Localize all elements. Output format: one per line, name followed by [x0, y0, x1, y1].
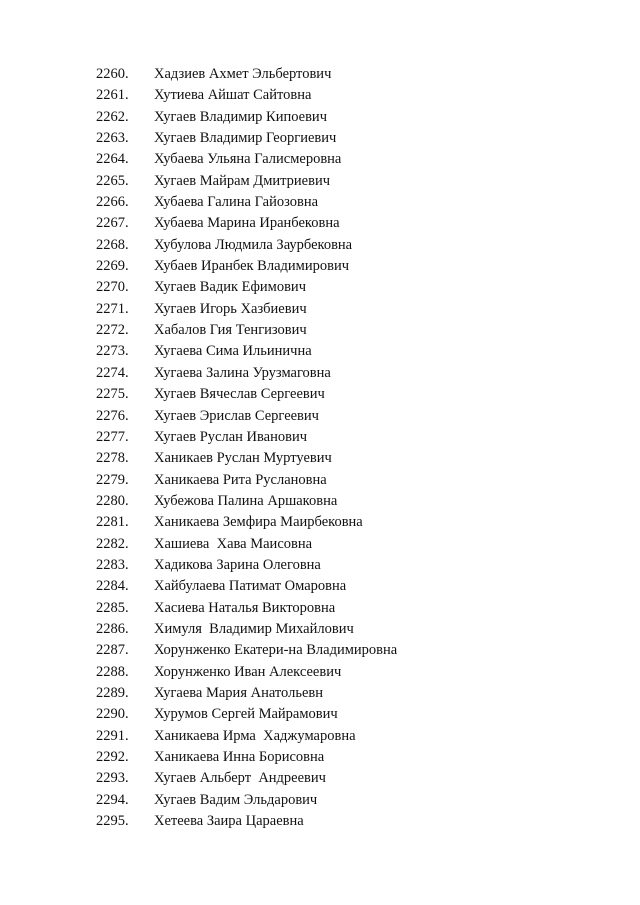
list-item — [96, 299, 397, 320]
list-item — [96, 192, 397, 213]
list-item — [96, 64, 397, 85]
list-item — [96, 149, 397, 170]
entry-number: 2290. — [96, 706, 129, 723]
list-item — [96, 512, 397, 533]
person-name: Ханикаева Земфира Маирбековна — [154, 514, 363, 531]
list-item — [96, 213, 397, 234]
entry-number: 2280. — [96, 492, 129, 509]
list-item — [96, 363, 397, 384]
entry-number: 2274. — [96, 364, 129, 381]
entry-number: 2289. — [96, 684, 129, 701]
list-item — [96, 555, 397, 576]
entry-number: 2292. — [96, 749, 129, 765]
person-name: Хубулова Людмила Заурбековна — [154, 236, 353, 253]
list-item — [96, 235, 397, 256]
entry-number: 2282. — [96, 535, 129, 552]
person-name: Хурумов Сергей Майрамович — [154, 706, 338, 723]
person-name: Хорунженко Иван Алексеевич — [154, 663, 342, 680]
entry-number: 2270. — [96, 279, 129, 296]
list-item — [96, 470, 397, 491]
list-item — [96, 704, 397, 725]
list-item — [96, 790, 397, 811]
list-item — [96, 491, 397, 512]
list-item — [96, 384, 397, 405]
entry-number: 2271. — [96, 300, 129, 317]
list-item — [96, 171, 397, 192]
person-name: Хугаев Руслан Иванович — [154, 428, 308, 445]
person-name: Хайбулаева Патимат Омаровна — [154, 578, 347, 595]
person-name: Химуля Владимир Михайлович — [154, 620, 354, 637]
list-item — [96, 598, 397, 619]
numbered-name-list — [96, 64, 397, 832]
list-item — [96, 277, 397, 298]
person-name: Ханикаева Инна Борисовна — [154, 749, 325, 765]
entry-number: 2281. — [96, 514, 129, 531]
person-name: Хугаев Владимир Кипоевич — [154, 108, 327, 125]
person-name: Хабалов Гия Тенгизович — [154, 322, 307, 339]
person-name: Хугаева Мария Анатольевн — [154, 684, 324, 701]
person-name: Хетеева Заира Цараевна — [154, 813, 304, 830]
person-name: Хубежова Палина Аршаковна — [154, 492, 338, 509]
person-name: Хубаева Ульяна Галисмеровна — [154, 151, 342, 168]
person-name: Хашиева Хава Маисовна — [154, 535, 313, 552]
entry-number: 2269. — [96, 258, 129, 275]
list-item — [96, 640, 397, 661]
person-name: Хугаев Владимир Георгиевич — [154, 130, 337, 147]
person-name: Хугаев Игорь Хазбиевич — [154, 300, 307, 317]
entry-number: 2267. — [96, 215, 129, 232]
list-item — [96, 662, 397, 683]
entry-number: 2295. — [96, 813, 129, 830]
entry-number: 2277. — [96, 428, 129, 445]
person-name: Ханикаева Ирма Хаджумаровна — [154, 727, 356, 744]
entry-number: 2260. — [96, 66, 129, 82]
entry-number: 2283. — [96, 556, 129, 573]
list-item — [96, 683, 397, 704]
person-name: Хугаев Эрислав Сергеевич — [154, 407, 319, 424]
list-item — [96, 576, 397, 597]
entry-number: 2276. — [96, 407, 129, 424]
entry-number: 2264. — [96, 151, 129, 168]
entry-number: 2294. — [96, 791, 129, 808]
list-item — [96, 619, 397, 640]
person-name: Ханикаев Руслан Муртуевич — [154, 450, 332, 467]
person-name: Хугаев Альберт Андреевич — [154, 770, 326, 787]
person-name: Хугаев Майрам Дмитриевич — [154, 172, 330, 189]
entry-number: 2279. — [96, 471, 129, 488]
list-item — [96, 768, 397, 789]
person-name: Хасиева Наталья Викторовна — [154, 599, 336, 616]
person-name: Хорунженко Екатери-на Владимировна — [154, 642, 398, 659]
person-name: Хутиева Айшат Сайтовна — [154, 87, 312, 104]
entry-number: 2266. — [96, 194, 129, 211]
person-name: Хугаев Вадик Ефимович — [154, 279, 306, 296]
entry-number: 2284. — [96, 578, 129, 595]
person-name: Хубаева Марина Иранбековна — [154, 215, 340, 232]
list-item — [96, 534, 397, 555]
person-name: Хубаев Иранбек Владимирович — [154, 258, 349, 275]
entry-number: 2293. — [96, 770, 129, 787]
person-name: Ханикаева Рита Руслановна — [154, 471, 327, 488]
entry-number: 2273. — [96, 343, 129, 360]
list-item — [96, 107, 397, 128]
list-item — [96, 85, 397, 106]
entry-number: 2272. — [96, 322, 129, 339]
entry-number: 2291. — [96, 727, 129, 744]
person-name: Хугаева Залина Урузмаговна — [154, 364, 331, 381]
entry-number: 2265. — [96, 172, 129, 189]
list-item — [96, 747, 397, 768]
list-item — [96, 256, 397, 277]
entry-number: 2288. — [96, 663, 129, 680]
entry-number: 2263. — [96, 130, 129, 147]
list-item — [96, 427, 397, 448]
person-name: Хугаева Сима Ильинична — [154, 343, 312, 360]
list-item — [96, 726, 397, 747]
person-name: Хадзиев Ахмет Эльбертович — [154, 66, 332, 82]
entry-number: 2285. — [96, 599, 129, 616]
person-name: Хугаев Вадим Эльдарович — [154, 791, 318, 808]
list-item — [96, 406, 397, 427]
entry-number: 2275. — [96, 386, 129, 403]
list-item — [96, 128, 397, 149]
person-name: Хадикова Зарина Олеговна — [154, 556, 321, 573]
list-item — [96, 811, 397, 832]
entry-number: 2278. — [96, 450, 129, 467]
person-name: Хугаев Вячеслав Сергеевич — [154, 386, 325, 403]
entry-number: 2286. — [96, 620, 129, 637]
list-item — [96, 320, 397, 341]
list-item — [96, 448, 397, 469]
list-item — [96, 341, 397, 362]
person-name: Хубаева Галина Гайозовна — [154, 194, 319, 211]
entry-number: 2287. — [96, 642, 129, 659]
entry-number: 2261. — [96, 87, 129, 104]
entry-number: 2268. — [96, 236, 129, 253]
entry-number: 2262. — [96, 108, 129, 125]
